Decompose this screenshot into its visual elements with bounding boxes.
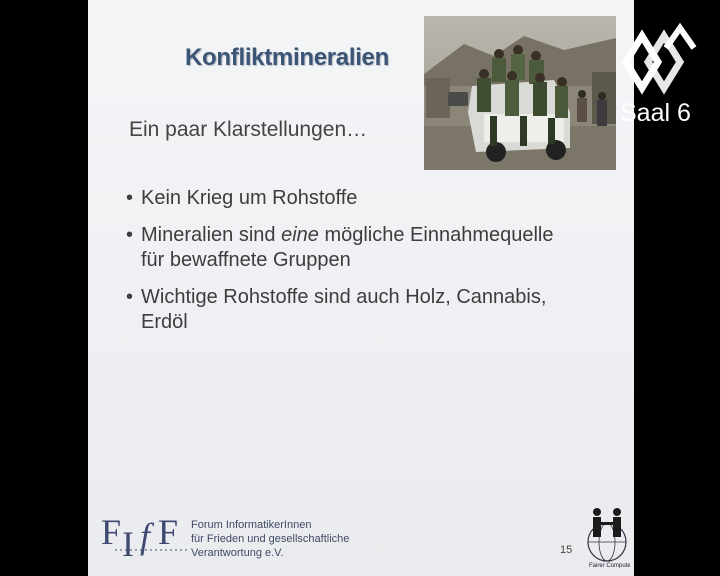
page-number: 15 — [560, 544, 573, 556]
bullet-text: Mineralien sind — [141, 224, 282, 246]
bullet-text: Kein Krieg um Rohstoffe — [141, 187, 358, 209]
svg-text:F: F — [158, 512, 179, 552]
bullet-point: • — [126, 286, 134, 308]
fair-computer-logo — [584, 502, 630, 573]
svg-text:f: f — [140, 516, 151, 556]
fair-computer-label: Fairer Computer — [589, 563, 630, 568]
bullet-text-continued: mögliche Einnahmequelle — [318, 224, 554, 246]
intro-text: Ein paar Klarstellungen… — [129, 118, 368, 141]
bullet-point: • — [126, 187, 134, 209]
svg-text:F: F — [101, 512, 122, 552]
organization-name — [191, 518, 349, 560]
presentation-slide — [88, 0, 634, 576]
bullet-text: Wichtige Rohstoffe sind auch Holz, Cannabis, Erdöl — [141, 286, 547, 333]
slide-title: Konfliktmineralien — [185, 44, 389, 71]
org-line: für Frieden und gesellschaftliche — [191, 533, 350, 545]
bullet-text-line2: für bewaffnete Gruppen — [141, 249, 351, 271]
org-line: Forum InformatikerInnen — [191, 519, 312, 531]
bullet-item — [126, 285, 596, 335]
soldiers-on-truck-photo — [424, 16, 616, 170]
bullet-item — [126, 186, 596, 211]
bullet-item — [126, 223, 596, 273]
fiff-logo — [101, 508, 193, 573]
svg-text:I: I — [122, 524, 134, 564]
channel-logo-icon — [618, 22, 698, 103]
org-line: Verantwortung e.V. — [191, 547, 284, 559]
channel-label: Saal 6 — [620, 99, 691, 127]
bullet-list — [126, 186, 596, 347]
bullet-point: • — [126, 224, 134, 246]
emphasis-text: eine — [281, 224, 319, 246]
